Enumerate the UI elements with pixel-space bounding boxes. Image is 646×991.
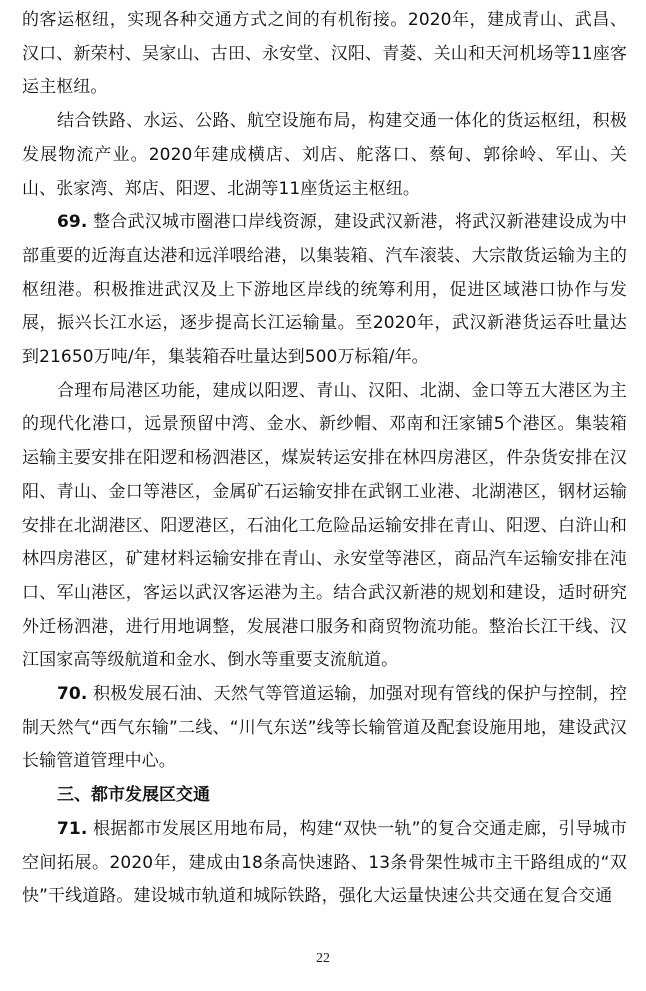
document-body — [22, 4, 627, 914]
page-number: 22 — [316, 951, 330, 966]
paragraph-69-wuhan-new-port — [22, 206, 627, 375]
paragraph-passenger-hubs — [22, 4, 627, 105]
paragraph-text: 整合武汉城市圈港口岸线资源，建设武汉新港，将武汉新港建设成为中部重要的近海直达港和远洋喂给港，以集装箱、汽车滚装、大宗散货运输为主的枢纽港。积极推进武汉及上下游地区岸线的统筹利用，促进区域港口协作与发展，振兴长江水运，逐步提高长江运输量。至2020年，武汉新港货运吞吐量达到21650万吨/年，集装箱吞吐量达到500万标箱/年。 — [22, 212, 627, 368]
paragraph-71-corridors — [22, 813, 627, 914]
paragraph-text: 积极发展石油、天然气等管道运输，加强对现有管线的保护与控制，控制天然气“西气东输”二线、“川气东送”线等长输管道及配套设施用地，建设武汉长输管道管理中心。 — [22, 684, 627, 772]
clause-number: 71. — [57, 818, 88, 839]
paragraph-freight-hubs — [22, 105, 627, 206]
paragraph-70-pipelines — [22, 678, 627, 779]
clause-number: 69. — [57, 212, 88, 233]
paragraph-text: 的客运枢纽，实现各种交通方式之间的有机衔接。2020年，建成青山、武昌、汉口、新荣村、吴家山、古田、永安堂、汉阳、青菱、关山和天河机场等11座客运主枢纽。 — [22, 10, 627, 98]
section-heading: 三、都市发展区交通 — [57, 785, 210, 806]
paragraph-text: 根据都市发展区用地布局，构建“双快一轨”的复合交通走廊，引导城市空间拓展。2020年，建成由18条高快速路、13条骨架性城市主干路组成的“双快”干线道路。建设城市轨道和城际铁路，强化大运量快速公共交通在复合交通 — [22, 818, 627, 907]
clause-number: 70. — [57, 684, 88, 705]
paragraph-text: 合理布局港区功能，建成以阳逻、青山、汉阳、北湖、金口等五大港区为主的现代化港口，远景预留中湾、金水、新纱帽、邓南和汪家铺5个港区。集装箱运输主要安排在阳逻和杨泗港区，煤炭转运安排在林四房港区，件杂货安排在汉阳、青山、金口等港区，金属矿石运输安排在武钢工业港、北湖港区，钢材运输安排在北湖港区、阳逻港区，石油化工危险品运输安排在青山、阳逻、白浒山和林四房港区，矿建材料运输安排在青山、永安堂等港区，商品汽车运输安排在沌口、军山港区，客运以武汉客运港为主。结合武汉新港的规划和建设，适时研究外迁杨泗港，进行用地调整，发展港口服务和商贸物流功能。整治长江干线、汉江国家高等级航道和金水、倒水等重要支流航道。 — [22, 380, 627, 671]
paragraph-text: 结合铁路、水运、公路、航空设施布局，构建交通一体化的货运枢纽，积极发展物流产业。2020年建成横店、刘店、舵落口、蔡甸、郭徐岭、军山、关山、张家湾、郑店、阳逻、北湖等11座货运主枢纽。 — [22, 111, 627, 199]
paragraph-port-districts — [22, 375, 627, 678]
